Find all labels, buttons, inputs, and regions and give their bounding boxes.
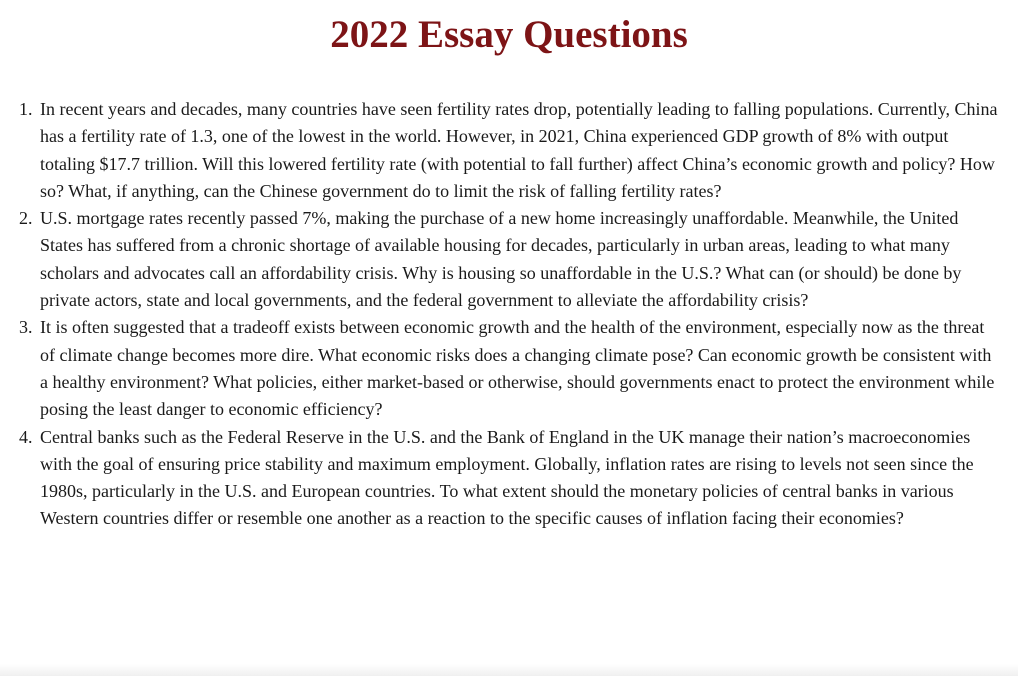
question-text: Central banks such as the Federal Reserve in the U.S. and the Bank of England in the UK manage their nation’s macroeconomies with the goal of ensuring price stability and maximum employment. Globally, inflation rates are rising to levels not seen since the 1980s, particularly in the U.S. and European countries. To what extent should the monetary policies of central banks in various Western countries differ or resemble one another as a reaction to the specific causes of inflation facing their economies? <box>40 426 974 529</box>
essay-question-list <box>0 96 1000 533</box>
page-title: 2022 Essay Questions <box>330 13 688 56</box>
question-number: 2. <box>19 208 33 229</box>
bottom-scroll-fade <box>0 664 1018 676</box>
question-item-3 <box>0 314 1000 423</box>
question-number: 3. <box>19 317 33 338</box>
question-text: U.S. mortgage rates recently passed 7%, making the purchase of a new home increasingly unaffordable. Meanwhile, the United States has suffered from a chronic shortage of available housing for decades, particularly in urban areas, leading to what many scholars and advocates call an affordability crisis. Why is housing so unaffordable in the U.S.? What can (or should) be done by private actors, state and local governments, and the federal government to alleviate the affordability crisis? <box>40 208 962 311</box>
question-text: It is often suggested that a tradeoff exists between economic growth and the health of the environment, especially now as the threat of climate change becomes more dire. What economic risks does a changing climate pose? Can economic growth be consistent with a healthy environment? What policies, either market-based or otherwise, should governments enact to protect the environment while posing the least danger to economic efficiency? <box>40 317 995 420</box>
question-item-1 <box>0 96 1000 205</box>
question-item-2 <box>0 205 1000 314</box>
question-item-4 <box>0 424 1000 533</box>
question-text: In recent years and decades, many countries have seen fertility rates drop, potentially leading to falling populations. Currently, China has a fertility rate of 1.3, one of the lowest in the world. However, in 2021, China experienced GDP growth of 8% with output totaling $17.7 trillion. Will this lowered fertility rate (with potential to fall further) affect China’s economic growth and policy? How so? What, if anything, can the Chinese government do to limit the risk of falling fertility rates? <box>40 99 998 201</box>
question-number: 1. <box>19 99 33 119</box>
question-number: 4. <box>19 426 33 447</box>
